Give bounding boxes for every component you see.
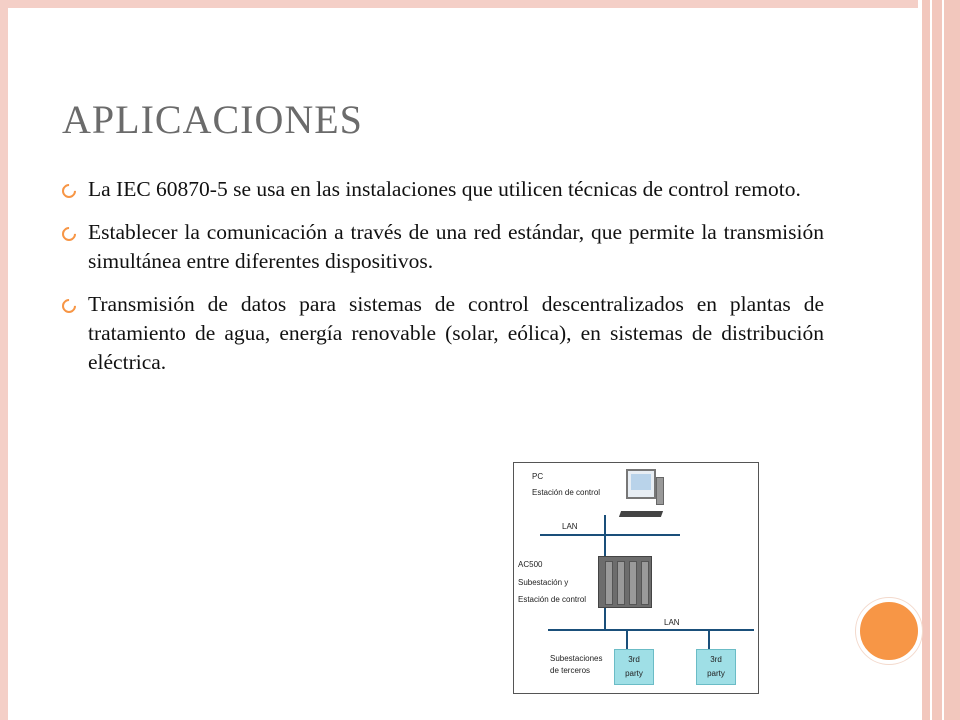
plc-device-icon — [598, 556, 652, 608]
third-party-box — [614, 649, 654, 685]
bullet-list — [62, 175, 824, 391]
lan-bottom-line — [548, 629, 754, 631]
ac500-line3: Estación de control — [518, 595, 587, 604]
lan-top-label: LAN — [562, 522, 578, 531]
party-line1: 3rd — [710, 655, 722, 664]
party-line2: party — [625, 669, 643, 678]
lan-top-line — [540, 534, 680, 536]
connector-line — [604, 608, 606, 630]
party-line2: party — [707, 669, 725, 678]
ac500-line2: Subestación y — [518, 578, 569, 587]
substations-line2: de terceros — [550, 666, 591, 675]
substations-line1: Subestaciones — [550, 654, 603, 663]
party-line1: 3rd — [628, 655, 640, 664]
connector-line — [708, 629, 710, 651]
pc-monitor-icon — [626, 469, 656, 499]
pc-tower-icon — [656, 477, 664, 505]
bullet-text: La IEC 60870-5 se usa en las instalaciones que utilicen técnicas de control remoto. — [88, 177, 801, 201]
bullet-text: Transmisión de datos para sistemas de control descentralizados en plantas de tratamiento de agua, energía renovable (solar, eólica), en sistemas de distribución eléctrica. — [88, 292, 824, 374]
third-party-box — [696, 649, 736, 685]
keyboard-icon — [619, 511, 663, 517]
connector-line — [604, 515, 606, 535]
pc-sublabel: Estación de control — [532, 488, 601, 497]
bullet-item — [62, 218, 824, 276]
network-diagram — [513, 462, 759, 694]
bullet-icon — [59, 224, 79, 244]
ac500-label: AC500 — [518, 560, 543, 569]
bullet-icon — [59, 296, 79, 316]
pc-label: PC — [532, 472, 544, 481]
decorative-circle — [856, 598, 922, 664]
connector-line — [604, 534, 606, 558]
bullet-item — [62, 290, 824, 377]
decorative-stripes — [918, 0, 960, 720]
bullet-item — [62, 175, 824, 204]
bullet-icon — [59, 181, 79, 201]
lan-bottom-label: LAN — [664, 618, 680, 627]
connector-line — [626, 629, 628, 651]
bullet-text: Establecer la comunicación a través de una red estándar, que permite la transmisión simultánea entre diferentes dispositivos. — [88, 220, 824, 273]
slide-title: APLICACIONES — [62, 97, 363, 142]
